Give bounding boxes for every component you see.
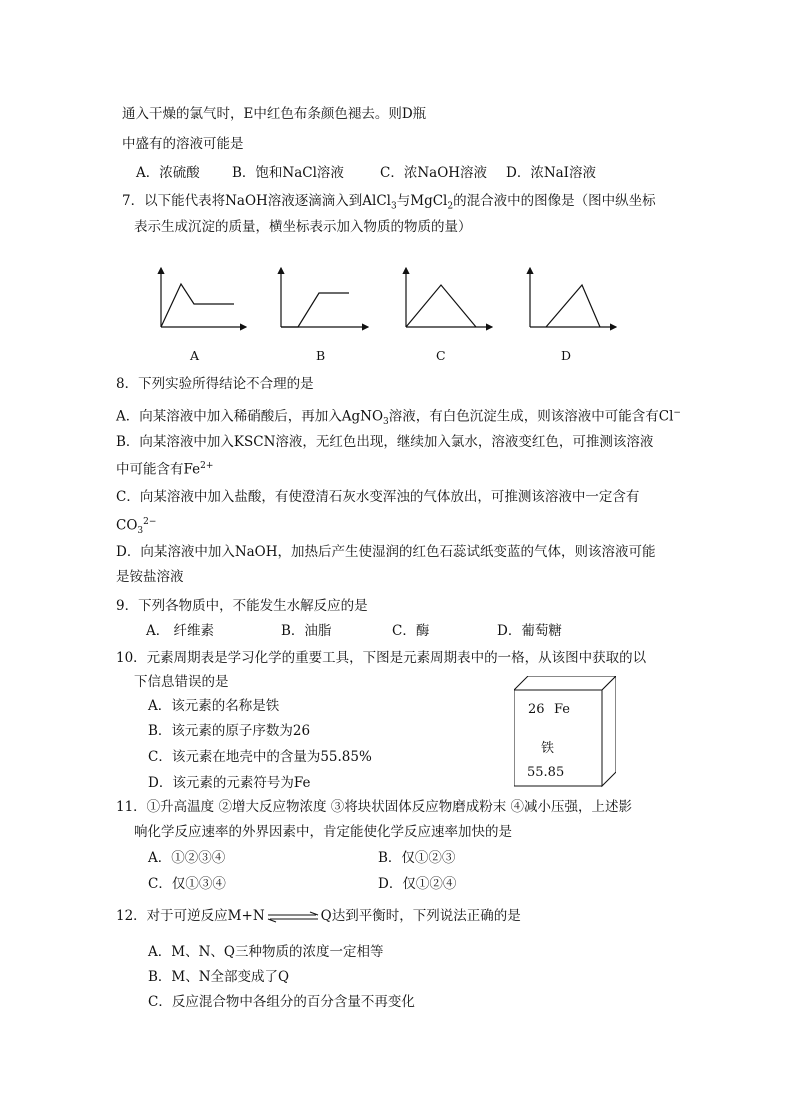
graph-a	[161, 268, 246, 327]
q8-stem: 8．下列实验所得结论不合理的是	[116, 376, 314, 392]
q9-option-a: A． 纤维素	[146, 623, 215, 639]
q7-line2: 表示生成沉淀的质量，横坐标表示加入物质的物质的量）	[134, 219, 472, 235]
graph-c	[406, 268, 492, 327]
q10-line1: 10．元素周期表是学习化学的重要工具，下图是元素周期表中的一格，从该图中获取的以	[116, 650, 647, 666]
q8-option-a: A．向某溶液中加入稀硝酸后，再加入AgNO$_3$溶液，有白色沉淀生成，则该溶液中可能含有Cl−	[116, 408, 681, 428]
q9-option-d: D．葡萄糖	[497, 623, 562, 639]
q9-option-b: B．油脂	[281, 623, 332, 639]
q6-option-c: C．浓NaOH溶液	[380, 165, 488, 181]
q12-option-b: B．M、N全部变成了Q	[148, 969, 290, 985]
q11-option-a: A．①②③④	[148, 850, 226, 866]
element-symbol: Fe	[554, 702, 571, 717]
q8-option-c-line1: C．向某溶液中加入盐酸，有使澄清石灰水变浑浊的气体放出，可推测该溶液中一定含有	[116, 489, 640, 505]
q7-graphs	[150, 262, 630, 372]
graph-b	[281, 268, 368, 327]
q7-line1: 7．以下能代表将NaOH溶液逐滴滴入到AlCl$_3$与MgCl$_2$的混合液中的图像是（图中纵坐标	[122, 193, 656, 212]
graph-label-a: A	[190, 348, 200, 363]
q8-option-b-line2: 中可能含有$Fe^{2+}$	[116, 461, 214, 478]
q10-option-c: C．该元素在地壳中的含量为55.85%	[148, 749, 372, 765]
q9-option-c: C．酶	[392, 623, 430, 639]
q12-option-a: A．M、N、Q三种物质的浓度一定相等	[148, 944, 384, 960]
q12-stem: 12．对于可逆反应M+N Q达到平衡时，下列说法正确的是	[116, 908, 521, 924]
q12-option-c: C．反应混合物中各组分的百分含量不再变化	[148, 994, 415, 1010]
graph-d	[530, 268, 616, 327]
q10-line2: 下信息错误的是	[134, 674, 229, 690]
q8-option-d-line2: 是铵盐溶液	[116, 569, 184, 585]
q8-option-c-line2: $CO_3^{2-}$	[116, 517, 157, 537]
element-tile	[514, 676, 616, 788]
element-number: 26	[528, 702, 545, 717]
element-mass: 55.85	[527, 765, 565, 780]
q6-line2: 中盛有的溶液可能是	[122, 136, 244, 152]
q6-line1: 通入干燥的氯气时，E中红色布条颜色褪去。则D瓶	[122, 106, 427, 122]
q10-option-d: D．该元素的元素符号为Fe	[148, 775, 311, 791]
q11-option-c: C．仅①③④	[148, 876, 226, 892]
graph-label-b: B	[316, 348, 326, 363]
q11-option-b: B．仅①②③	[378, 850, 456, 866]
q6-option-d: D．浓NaI溶液	[506, 165, 597, 181]
q11-line2: 响化学反应速率的外界因素中，肯定能使化学反应速率加快的是	[134, 824, 512, 840]
q8-option-b-line1: B．向某溶液中加入KSCN溶液，无红色出现，继续加入氯水，溶液变红色，可推测该溶液	[116, 434, 654, 450]
q6-option-a: A．浓硫酸	[136, 165, 200, 181]
q10-option-a: A．该元素的名称是铁	[148, 698, 280, 714]
q8-option-d-line1: D．向某溶液中加入NaOH，加热后产生使湿润的红色石蕊试纸变蓝的气体，则该溶液可能	[116, 544, 656, 560]
q11-option-d: D．仅①②④	[378, 876, 457, 892]
q11-line1: 11．①升高温度 ②增大反应物浓度 ③将块状固体反应物磨成粉末 ④减小压强，上述影	[116, 799, 633, 815]
reversible-arrow-icon	[266, 911, 320, 923]
graph-label-d: D	[561, 348, 572, 363]
q6-option-b: B．饱和NaCl溶液	[232, 165, 344, 181]
graph-label-c: C	[436, 348, 446, 363]
q9-stem: 9．下列各物质中，不能发生水解反应的是	[116, 598, 368, 614]
element-name: 铁	[541, 741, 555, 756]
q10-option-b: B．该元素的原子序数为26	[148, 723, 311, 739]
